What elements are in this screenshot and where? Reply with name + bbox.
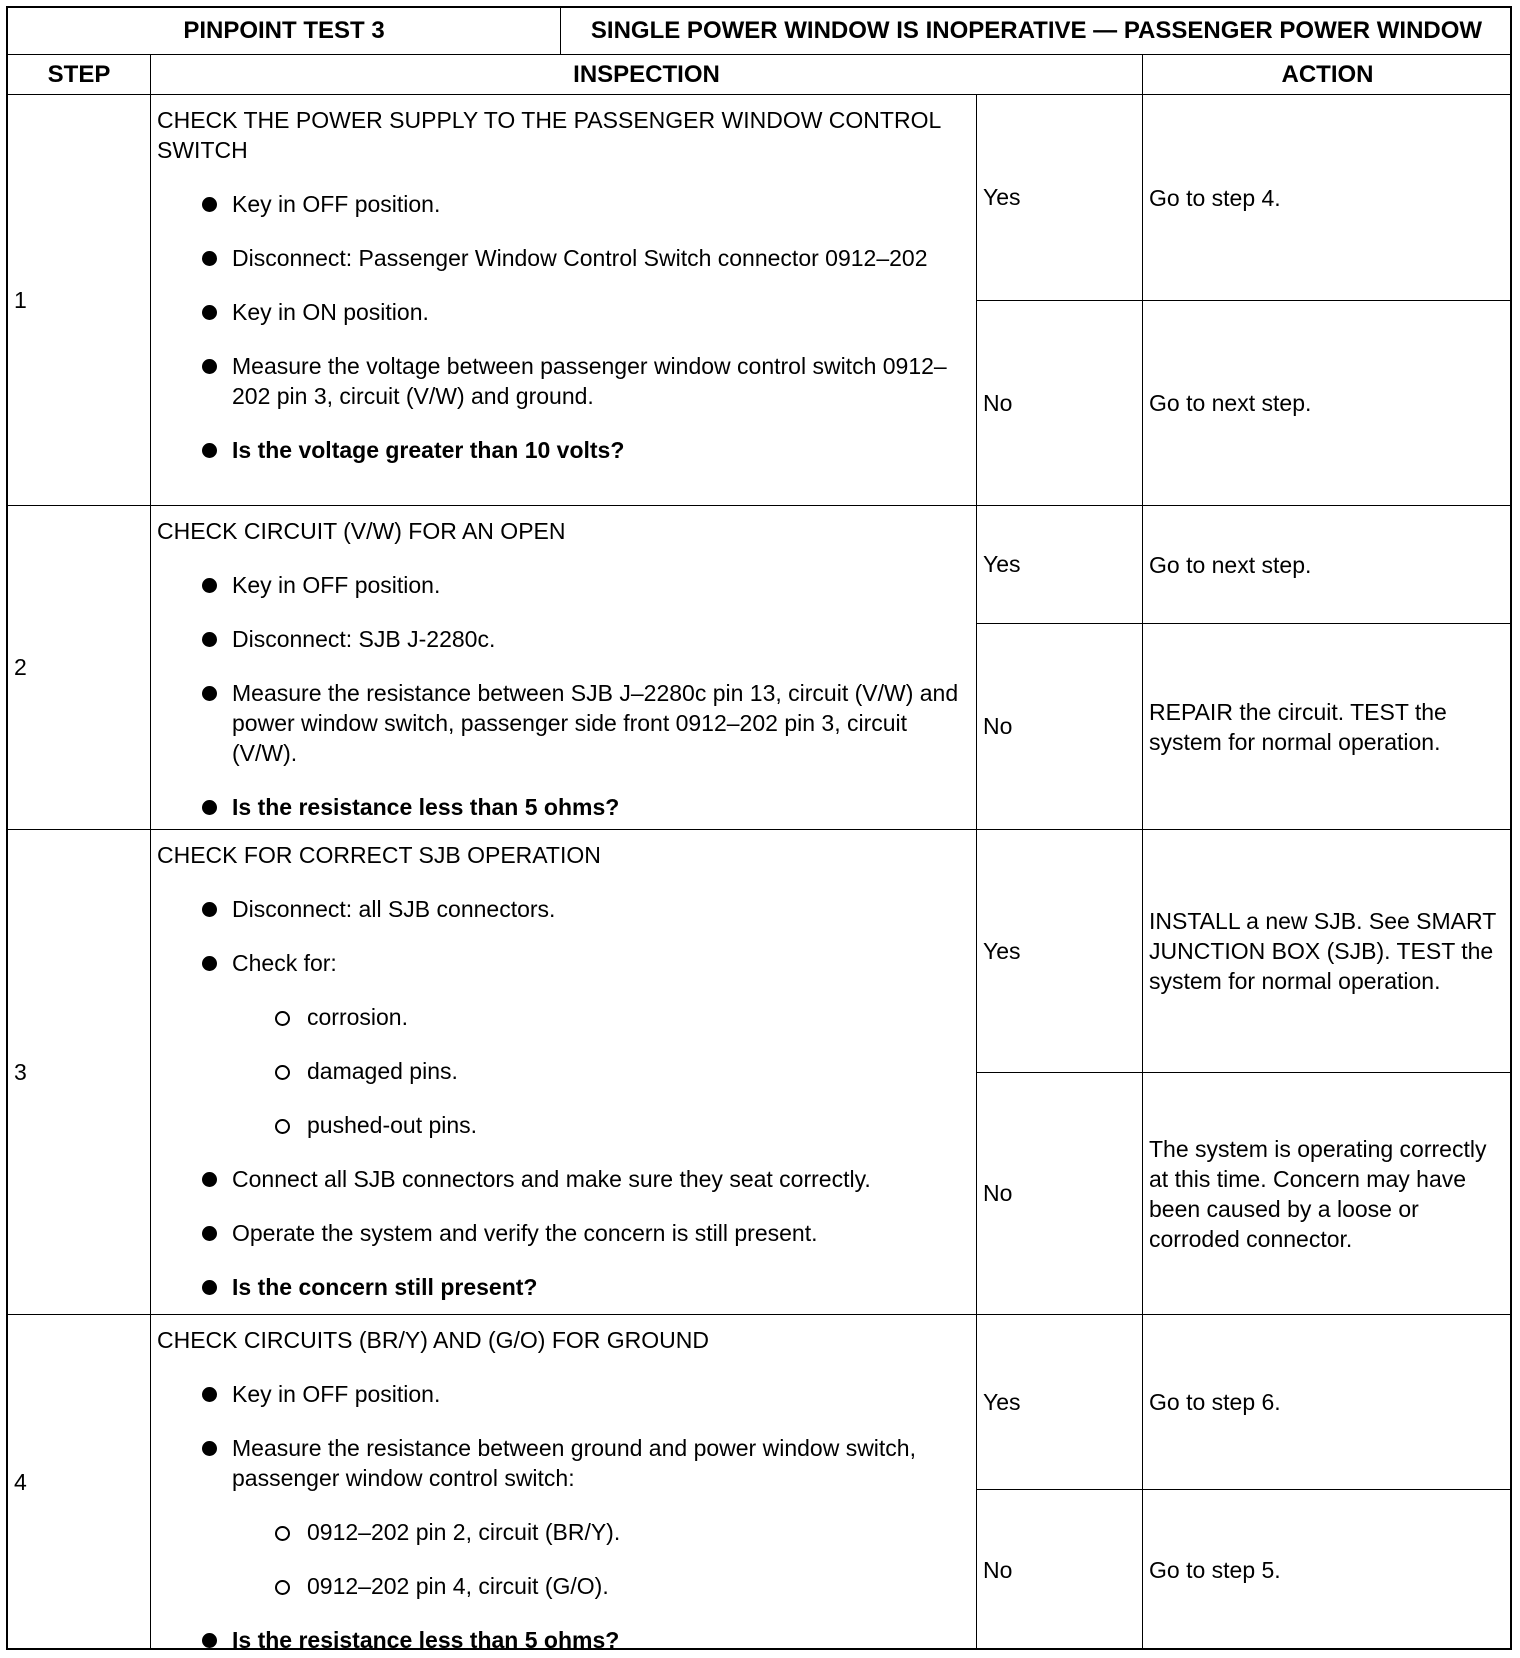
yes-label: Yes	[976, 829, 1142, 1072]
step-number: 4	[8, 1314, 150, 1650]
inspection-list	[157, 570, 966, 822]
inspection-item: Key in OFF position.	[157, 570, 966, 600]
inspection-subitem: 0912–202 pin 2, circuit (BR/Y).	[157, 1517, 966, 1547]
inspection-list	[157, 189, 966, 465]
yes-action: INSTALL a new SJB. See SMART JUNCTION BOX (SJB). TEST the system for normal operation.	[1142, 829, 1512, 1072]
inspection-question: Is the resistance less than 5 ohms?	[157, 1625, 966, 1655]
inspection-item: Measure the resistance between ground and power window switch, passenger window control switch:	[157, 1433, 966, 1493]
inspection-item: Connect all SJB connectors and make sure they seat correctly.	[157, 1164, 966, 1194]
inspection-item: Key in OFF position.	[157, 1379, 966, 1409]
inspection-item: Key in OFF position.	[157, 189, 966, 219]
inspection-item: Disconnect: all SJB connectors.	[157, 894, 966, 924]
column-header-inspection: INSPECTION	[150, 54, 1142, 94]
inspection-item: Disconnect: SJB J-2280c.	[157, 624, 966, 654]
inspection-item: Measure the resistance between SJB J–2280c pin 13, circuit (V/W) and power window switch, passenger side front 0912–202 pin 3, circuit (V/W).	[157, 678, 966, 768]
inspection-subitem: corrosion.	[157, 1002, 966, 1032]
inspection-list	[157, 1379, 966, 1655]
no-label: No	[976, 623, 1142, 829]
step-number: 2	[8, 505, 150, 829]
no-action: Go to step 5.	[1142, 1489, 1512, 1650]
inspection-question: Is the voltage greater than 10 volts?	[157, 435, 966, 465]
no-label: No	[976, 300, 1142, 505]
inspection-list	[157, 894, 966, 1302]
yes-label: Yes	[976, 505, 1142, 623]
inspection-subitem: 0912–202 pin 4, circuit (G/O).	[157, 1571, 966, 1601]
inspection-subitem: damaged pins.	[157, 1056, 966, 1086]
pinpoint-test-table	[6, 6, 1512, 1653]
inspection-item: Check for:	[157, 948, 966, 978]
yes-action: Go to step 4.	[1142, 94, 1512, 300]
no-label: No	[976, 1072, 1142, 1314]
inspection-item: Measure the voltage between passenger window control switch 0912–202 pin 3, circuit (V/W) and ground.	[157, 351, 966, 411]
column-header-step: STEP	[8, 54, 150, 94]
yes-action: Go to next step.	[1142, 505, 1512, 623]
step-title: CHECK CIRCUITS (BR/Y) AND (G/O) FOR GROUND	[157, 1327, 710, 1353]
step-title: CHECK CIRCUIT (V/W) FOR AN OPEN	[157, 518, 566, 544]
inspection-subitem: pushed-out pins.	[157, 1110, 966, 1140]
yes-label: Yes	[976, 1314, 1142, 1489]
no-action: The system is operating correctly at this time. Concern may have been caused by a loose or corroded connector.	[1142, 1072, 1512, 1314]
yes-action: Go to step 6.	[1142, 1314, 1512, 1489]
yes-label: Yes	[976, 94, 1142, 300]
column-header-action: ACTION	[1142, 54, 1512, 94]
step-title: CHECK FOR CORRECT SJB OPERATION	[157, 842, 601, 868]
step-inspection	[150, 505, 976, 829]
inspection-question: Is the resistance less than 5 ohms?	[157, 792, 966, 822]
no-action: Go to next step.	[1142, 300, 1512, 505]
no-label: No	[976, 1489, 1142, 1650]
step-inspection	[150, 1314, 976, 1653]
test-label: PINPOINT TEST 3	[183, 17, 385, 44]
step-title: CHECK THE POWER SUPPLY TO THE PASSENGER WINDOW CONTROL SWITCH	[157, 107, 941, 163]
inspection-question: Is the concern still present?	[157, 1272, 966, 1302]
no-action: REPAIR the circuit. TEST the system for normal operation.	[1142, 623, 1512, 829]
step-inspection	[150, 829, 976, 1314]
inspection-item: Disconnect: Passenger Window Control Switch connector 0912–202	[157, 243, 966, 273]
test-title: SINGLE POWER WINDOW IS INOPERATIVE — PASSENGER POWER WINDOW	[560, 8, 1512, 54]
step-number: 3	[8, 829, 150, 1314]
step-inspection	[150, 94, 976, 505]
step-number: 1	[8, 94, 150, 505]
inspection-item: Key in ON position.	[157, 297, 966, 327]
inspection-item: Operate the system and verify the concern is still present.	[157, 1218, 966, 1248]
